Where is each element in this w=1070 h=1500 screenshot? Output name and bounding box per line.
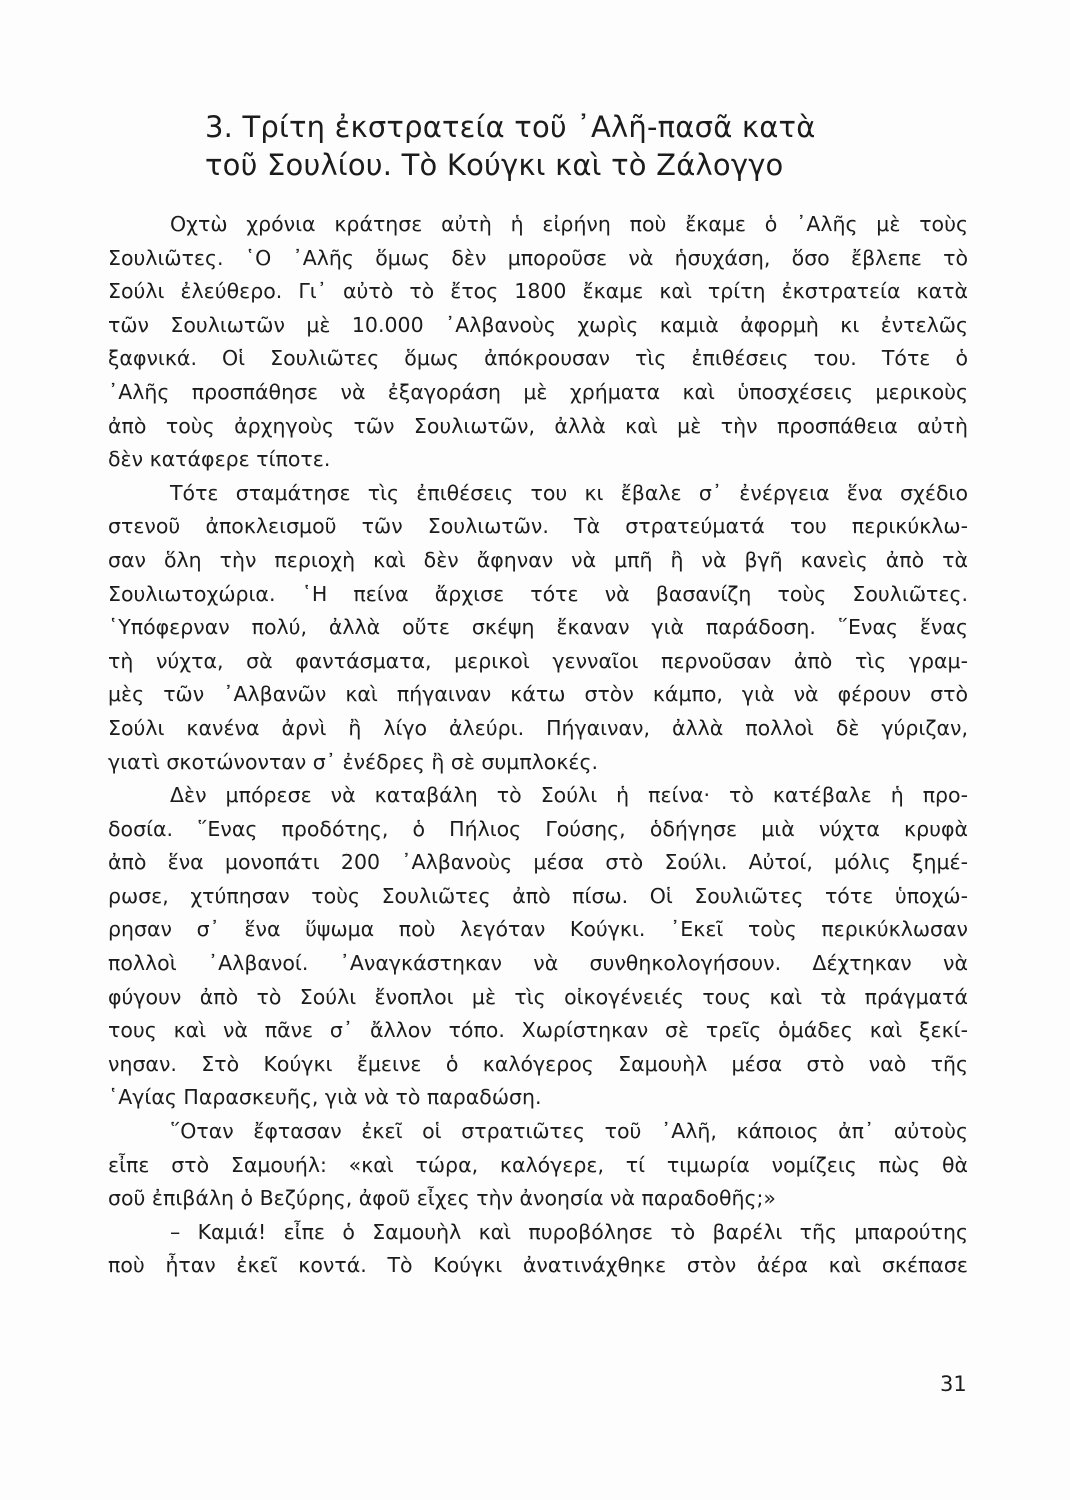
page-number: 31: [940, 1372, 967, 1396]
body-text: [108, 208, 968, 1283]
text-line: ῾Αγίας Παρασκευῆς, γιὰ νὰ τὸ παραδώση.: [108, 1085, 542, 1110]
paragraph: [108, 477, 968, 779]
text-line: γιατὶ σκοτώνονταν σ᾿ ἐνέδρες ἢ σὲ συμπλοκές.: [108, 749, 599, 774]
text-line: – Καμιά! εἶπε ὁ Σαμουὴλ καὶ πυροβόλησε τὸ βαρέλι τῆς μπαρούτης: [170, 1219, 968, 1244]
text-line: στενοῦ ἀποκλεισμοῦ τῶν Σουλιωτῶν. Τὰ στρατεύματά του περικύκλω-: [108, 514, 968, 539]
text-line: Σούλι κανένα ἀρνὶ ἢ λίγο ἀλεύρι. Πήγαιναν, ἀλλὰ πολλοὶ δὲ γύριζαν,: [108, 715, 968, 740]
text-line: ξαφνικά. Οἱ Σουλιῶτες ὅμως ἀπόκρουσαν τὶς ἐπιθέσεις του. Τότε ὁ: [108, 346, 968, 371]
text-line: ποὺ ἦταν ἐκεῖ κοντά. Τὸ Κούγκι ἀνατινάχθηκε στὸν ἀέρα καὶ σκέπασε: [108, 1253, 968, 1278]
text-line: ρωσε, χτύπησαν τοὺς Σουλιῶτες ἀπὸ πίσω. Οἱ Σουλιῶτες τότε ὑποχώ-: [108, 883, 968, 908]
text-line: σοῦ ἐπιβάλη ὁ Βεζύρης, ἀφοῦ εἶχες τὴν ἀνοησία νὰ παραδοθῆς;»: [108, 1186, 776, 1211]
text-line: Σούλι ἐλεύθερο. Γι᾿ αὐτὸ τὸ ἔτος 1800 ἔκαμε καὶ τρίτη ἐκστρατεία κατὰ: [108, 279, 968, 304]
text-line: εἶπε στὸ Σαμουήλ: «καὶ τώρα, καλόγερε, τί τιμωρία νομίζεις πὼς θὰ: [108, 1152, 968, 1177]
text-line: τῶν Σουλιωτῶν μὲ 10.000 ᾿Αλβανοὺς χωρὶς καμιὰ ἀφορμὴ κι ἐντελῶς: [108, 312, 968, 337]
text-line: μὲς τῶν ᾿Αλβανῶν καὶ πήγαιναν κάτω στὸν κάμπο, γιὰ νὰ φέρουν στὸ: [108, 682, 968, 707]
text-line: τὴ νύχτα, σὰ φαντάσματα, μερικοὶ γενναῖοι περνοῦσαν ἀπὸ τὶς γραμ-: [108, 648, 968, 673]
text-line: ᾿Αλῆς προσπάθησε νὰ ἐξαγοράση μὲ χρήματα καὶ ὑποσχέσεις μερικοὺς: [108, 379, 968, 404]
text-line: Δὲν μπόρεσε νὰ καταβάλη τὸ Σούλι ἡ πείνα· τὸ κατέβαλε ἡ προ-: [170, 783, 968, 808]
chapter-title-line: τοῦ Σουλίου. Τὸ Κούγκι καὶ τὸ Ζάλογγο: [205, 148, 784, 182]
text-line: Σουλιωτοχώρια. ῾Η πείνα ἄρχισε τότε νὰ βασανίζη τοὺς Σουλιῶτες.: [108, 581, 968, 606]
text-line: νησαν. Στὸ Κούγκι ἔμεινε ὁ καλόγερος Σαμουὴλ μέσα στὸ ναὸ τῆς: [108, 1051, 968, 1076]
text-line: Οχτὼ χρόνια κράτησε αὐτὴ ἡ εἰρήνη ποὺ ἔκαμε ὁ ᾿Αλῆς μὲ τοὺς: [170, 212, 968, 236]
chapter-title-line: 3. Τρίτη ἐκστρατεία τοῦ ᾿Αλῆ-πασᾶ κατὰ: [205, 110, 816, 144]
text-line: πολλοὶ ᾿Αλβανοί. ᾿Αναγκάστηκαν νὰ συνθηκολογήσουν. Δέχτηκαν νὰ: [108, 951, 968, 976]
text-line: ῾Υπόφερναν πολύ, ἀλλὰ οὔτε σκέψη ἔκαναν γιὰ παράδοση. ῞Ενας ἕνας: [108, 615, 968, 640]
text-line: σαν ὅλη τὴν περιοχὴ καὶ δὲν ἄφηναν νὰ μπῆ ἢ νὰ βγῆ κανεὶς ἀπὸ τὰ: [108, 547, 968, 572]
chapter-title: [205, 108, 905, 184]
paragraph: [108, 1216, 968, 1283]
text-line: Τότε σταμάτησε τὶς ἐπιθέσεις του κι ἔβαλε σ᾿ ἐνέργεια ἕνα σχέδιο: [170, 480, 968, 505]
text-line: ἀπὸ ἕνα μονοπάτι 200 ᾿Αλβανοὺς μέσα στὸ Σούλι. Αὐτοί, μόλις ξημέ-: [108, 850, 968, 875]
paragraph: [108, 1115, 968, 1216]
text-line: τους καὶ νὰ πᾶνε σ᾿ ἄλλον τόπο. Χωρίστηκαν σὲ τρεῖς ὁμάδες καὶ ξεκί-: [108, 1018, 968, 1043]
text-line: ἀπὸ τοὺς ἀρχηγοὺς τῶν Σουλιωτῶν, ἀλλὰ καὶ μὲ τὴν προσπάθεια αὐτὴ: [108, 413, 968, 438]
text-line: δοσία. ῞Ενας προδότης, ὁ Πήλιος Γούσης, ὁδήγησε μιὰ νύχτα κρυφὰ: [108, 816, 968, 841]
paragraph: [108, 208, 968, 477]
text-line: δὲν κατάφερε τίποτε.: [108, 447, 331, 472]
paragraph: [108, 779, 968, 1115]
text-line: ῞Οταν ἔφτασαν ἐκεῖ οἱ στρατιῶτες τοῦ ᾿Αλῆ, κάποιος ἀπ᾿ αὐτοὺς: [170, 1119, 968, 1144]
text-line: Σουλιῶτες. ῾Ο ᾿Αλῆς ὅμως δὲν μποροῦσε νὰ ἡσυχάση, ὅσο ἔβλεπε τὸ: [108, 245, 968, 270]
text-line: φύγουν ἀπὸ τὸ Σούλι ἔνοπλοι μὲ τὶς οἰκογένειές τους καὶ τὰ πράγματά: [108, 984, 968, 1009]
text-line: ρησαν σ᾿ ἕνα ὕψωμα ποὺ λεγόταν Κούγκι. ᾿Εκεῖ τοὺς περικύκλωσαν: [108, 917, 968, 942]
